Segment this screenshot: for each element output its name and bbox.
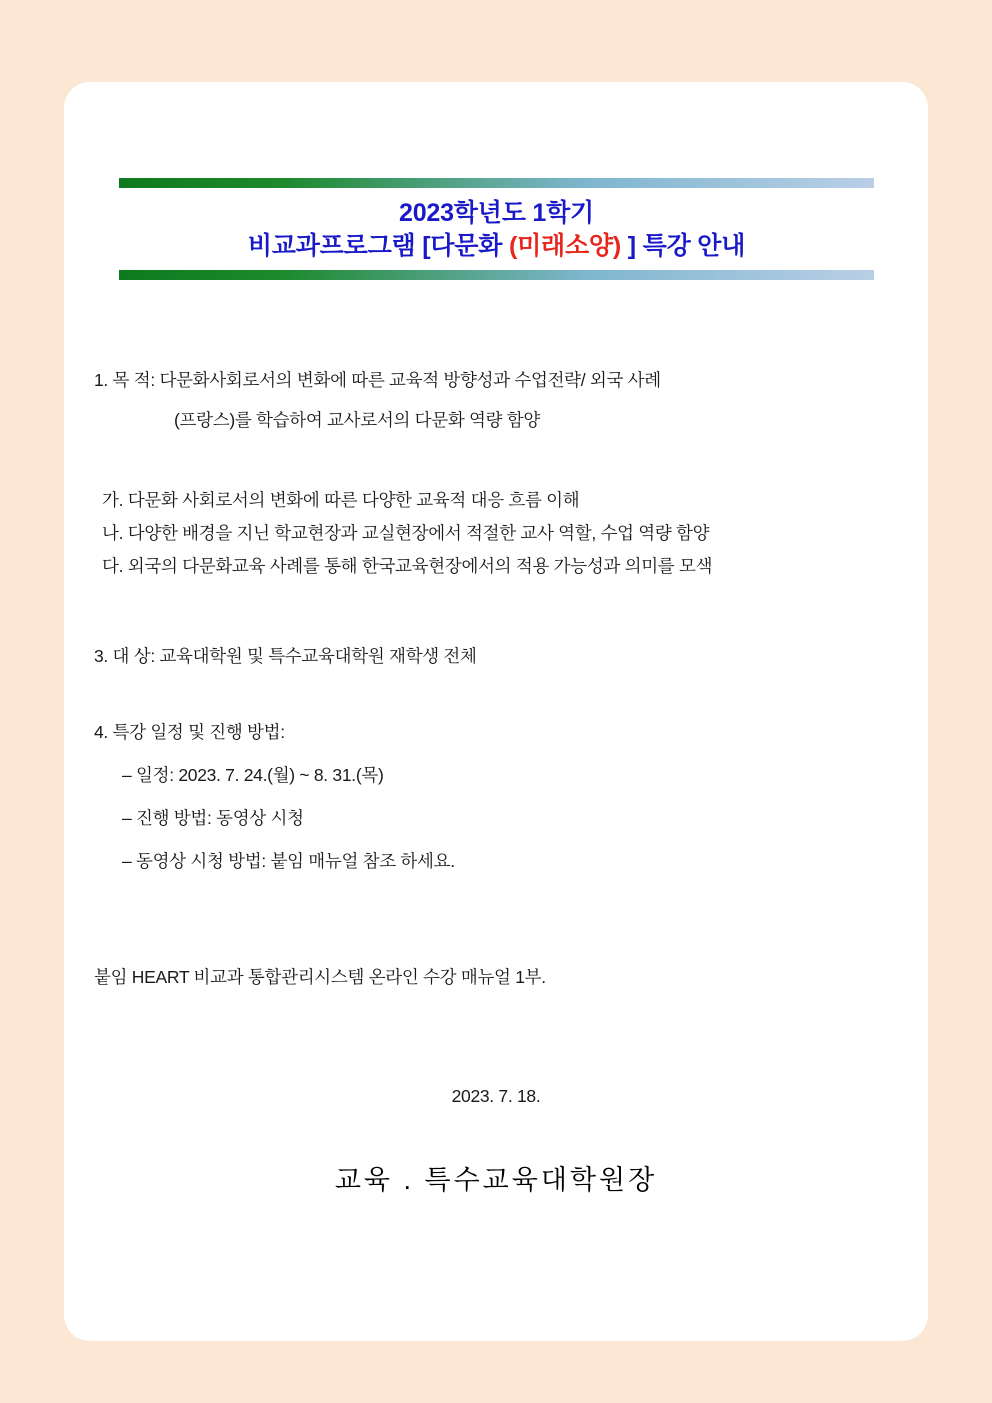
title-prefix: 비교과프로그램 [다문화 [247, 232, 509, 260]
document-content [64, 82, 928, 1341]
schedule-date: – 일정: 2023. 7. 24.(월) ~ 8. 31.(목) [122, 765, 384, 785]
purpose-line-1: 1. 목 적: 다문화사회로서의 변화에 따른 교육적 방향성과 수업전략/ 외국 사례 [94, 370, 661, 390]
title-line-1: 2023학년도 1학기 [398, 199, 594, 227]
schedule-heading: 4. 특강 일정 및 진행 방법: [94, 722, 285, 742]
item-na: 나. 다양한 배경을 지닌 학교현장과 교실현장에서 적절한 교사 역할, 수업 역량 함양 [102, 523, 710, 543]
attachment-line: 붙임 HEART 비교과 통합관리시스템 온라인 수강 매뉴얼 1부. [94, 967, 546, 987]
title-text-group [119, 188, 874, 270]
title-rule-bottom [119, 270, 874, 280]
title-banner [119, 178, 874, 280]
signature-line: 교육 . 특수교육대학원장 [334, 1165, 658, 1195]
schedule-guide: – 동영상 시청 방법: 붙임 매뉴얼 참조 하세요. [122, 851, 455, 871]
item-ga: 가. 다문화 사회로서의 변화에 따른 다양한 교육적 대응 흐름 이해 [102, 490, 580, 510]
schedule-method: – 진행 방법: 동영상 시청 [122, 808, 304, 828]
purpose-line-2: (프랑스)를 학습하여 교사로서의 다문화 역량 함양 [174, 410, 540, 430]
document-date: 2023. 7. 18. [451, 1086, 541, 1106]
document-page [64, 82, 928, 1341]
title-rule-top [119, 178, 874, 188]
target-line: 3. 대 상: 교육대학원 및 특수교육대학원 재학생 전체 [94, 646, 477, 666]
title-highlight: (미래소양) [508, 232, 621, 260]
item-da: 다. 외국의 다문화교육 사례를 통해 한국교육현장에서의 적용 가능성과 의미를 모색 [102, 556, 713, 576]
title-line-2 [119, 230, 874, 263]
title-suffix: ] 특강 안내 [621, 232, 746, 260]
